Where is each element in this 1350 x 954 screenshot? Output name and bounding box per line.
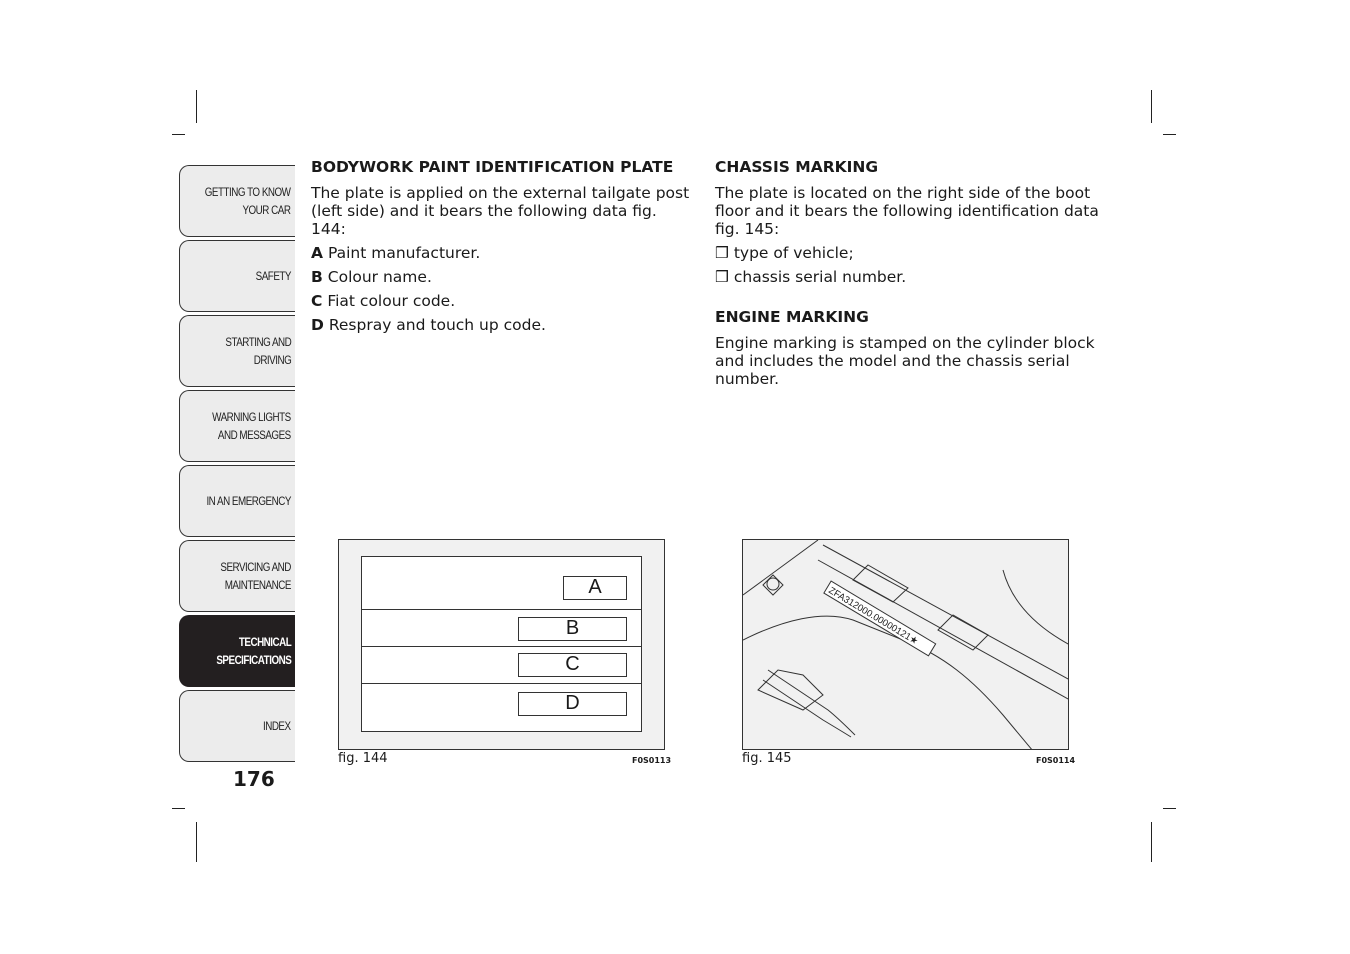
crop-mark [172,134,185,135]
plate-field-c: C [518,653,627,677]
tab-label: WARNING LIGHTS AND MESSAGES [212,410,291,442]
tab-label: STARTING AND DRIVING [224,335,291,367]
item-key: B [311,268,323,286]
list-item [311,268,696,286]
boot-floor-illustration [743,540,1069,750]
tab-label: SERVICING AND MAINTENANCE [220,560,291,592]
figure-caption: fig. 144 [338,751,388,766]
page-number: 176 [233,767,275,791]
plate-field-a: A [563,576,627,600]
chassis-stamp: ZFA312000.00000121★ [826,585,921,648]
tab-index[interactable] [179,690,295,762]
right-column [715,158,1100,394]
bullet-item [715,268,1100,286]
item-text: Fiat colour code. [327,292,456,310]
item-text: Respray and touch up code. [328,316,546,334]
tab-technical-specifications[interactable] [179,615,295,687]
tab-getting-to-know[interactable] [179,165,295,237]
crop-mark [1163,134,1176,135]
item-text: Paint manufacturer. [327,244,481,262]
item-key: A [311,244,323,262]
tab-emergency[interactable] [179,465,295,537]
section-heading: CHASSIS MARKING [715,158,879,176]
figure-144 [338,539,665,750]
tab-label: SAFETY [255,269,291,283]
figure-145 [742,539,1069,750]
checkbox-bullet: ❒ [715,244,729,262]
paint-plate [361,556,642,732]
crop-mark [1151,90,1152,123]
list-item [311,244,696,262]
plate-field-d: D [518,692,627,716]
checkbox-bullet: ❒ [715,268,729,286]
paragraph: The plate is applied on the external tailgate post (left side) and it bears the following data fig. 144: [311,184,690,238]
item-text: Colour name. [327,268,432,286]
tab-starting-driving[interactable] [179,315,295,387]
item-key: D [311,316,324,334]
crop-mark [1151,822,1152,862]
crop-mark [1163,808,1176,809]
figure-caption: fig. 145 [742,751,792,766]
left-column [311,158,696,340]
bullet-text: type of vehicle; [733,244,854,262]
section-heading: BODYWORK PAINT IDENTIFICATION PLATE [311,158,674,176]
crop-mark [196,822,197,862]
list-item [311,316,696,334]
figure-code: F0S0113 [632,756,672,765]
figure-code: F0S0114 [1036,756,1076,765]
tab-label: IN AN EMERGENCY [206,494,291,508]
section-heading: ENGINE MARKING [715,308,869,326]
bullet-item [715,244,1100,262]
list-item [311,292,696,310]
tab-label: TECHNICAL SPECIFICATIONS [215,635,291,667]
tab-label: GETTING TO KNOW YOUR CAR [205,185,291,217]
tab-label: INDEX [263,719,291,733]
tab-safety[interactable] [179,240,295,312]
tab-servicing[interactable] [179,540,295,612]
paragraph: The plate is located on the right side of the boot floor and it bears the following identification data fig. 145: [715,184,1099,238]
bullet-text: chassis serial number. [733,268,907,286]
plate-field-b: B [518,617,627,641]
item-key: C [311,292,323,310]
tab-warning-lights[interactable] [179,390,295,462]
paragraph: Engine marking is stamped on the cylinder block and includes the model and the chassis serial number. [715,334,1095,388]
crop-mark [172,808,185,809]
crop-mark [196,90,197,123]
